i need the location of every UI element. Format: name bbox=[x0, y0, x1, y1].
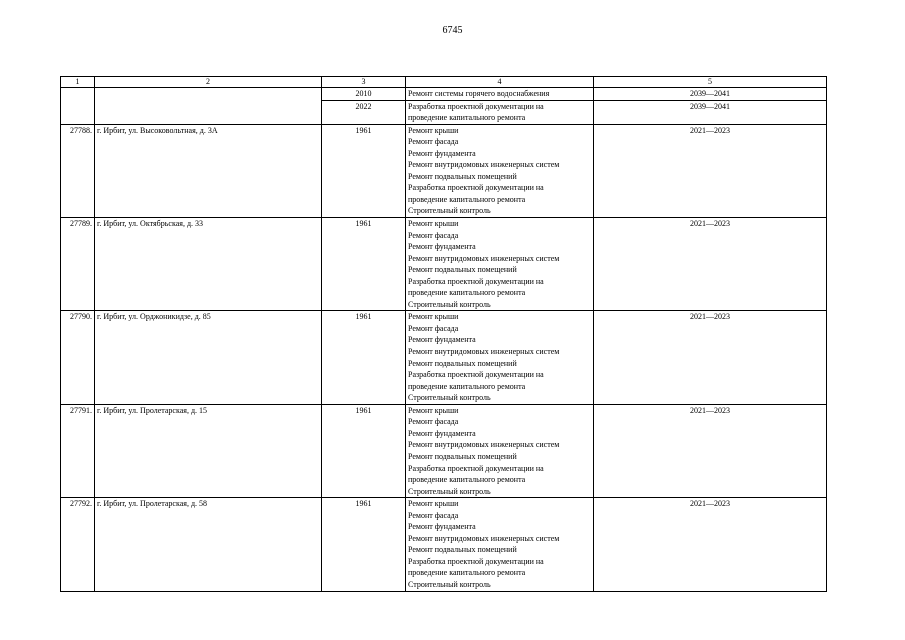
work-type-line: Разработка проектной документации на bbox=[408, 101, 544, 111]
work-type-line: Ремонт крыши bbox=[408, 499, 459, 509]
work-type-line: проведение капитального ремонта bbox=[408, 381, 526, 391]
work-type-line: Строительный контроль bbox=[408, 486, 491, 496]
address-cell: г. Ирбит, ул. Высоковольтная, д. 3А bbox=[95, 124, 322, 217]
work-type-line: Ремонт подвальных помещений bbox=[408, 545, 517, 555]
period-cell: 2021—2023 bbox=[594, 124, 827, 217]
building-row bbox=[61, 124, 827, 217]
year-cell: 1961 bbox=[322, 124, 406, 217]
year-cell: 1961 bbox=[322, 498, 406, 591]
year-cell: 1961 bbox=[322, 404, 406, 497]
entry-number-cell: 27789. bbox=[61, 218, 95, 311]
work-type-line: Ремонт крыши bbox=[408, 405, 459, 415]
entry-number-cell: 27791. bbox=[61, 404, 95, 497]
entry-number-cell bbox=[61, 88, 95, 125]
work-type-line: Ремонт фасада bbox=[408, 137, 459, 147]
year-cell: 1961 bbox=[322, 311, 406, 404]
page-number: 6745 bbox=[442, 25, 463, 36]
period-cell: 2021—2023 bbox=[594, 404, 827, 497]
work-type-line: Ремонт крыши bbox=[408, 219, 459, 229]
work-type-line: проведение капитального ремонта bbox=[408, 113, 526, 123]
work-type-line: Разработка проектной документации на bbox=[408, 556, 544, 566]
work-type-line: Разработка проектной документации на bbox=[408, 370, 544, 380]
period-cell: 2039—2041 bbox=[594, 88, 827, 101]
column-number-cell: 2 bbox=[95, 77, 322, 88]
work-types-cell bbox=[406, 218, 594, 311]
building-row bbox=[61, 311, 827, 404]
period-cell: 2021—2023 bbox=[594, 498, 827, 591]
repair-schedule-table bbox=[60, 76, 827, 592]
year-cell: 1961 bbox=[322, 218, 406, 311]
work-type-line: Ремонт подвальных помещений bbox=[408, 171, 517, 181]
work-type-line: Ремонт фундамента bbox=[408, 148, 476, 158]
work-types-cell bbox=[406, 404, 594, 497]
work-type-line: Ремонт подвальных помещений bbox=[408, 358, 517, 368]
work-type-line: Ремонт крыши bbox=[408, 125, 459, 135]
work-type-line: Ремонт внутридомовых инженерных систем bbox=[408, 253, 560, 263]
work-type-line: Ремонт внутридомовых инженерных систем bbox=[408, 440, 560, 450]
work-type-line: Ремонт подвальных помещений bbox=[408, 265, 517, 275]
address-cell: г. Ирбит, ул. Пролетарская, д. 58 bbox=[95, 498, 322, 591]
column-number-cell: 5 bbox=[594, 77, 827, 88]
entry-number-cell: 27790. bbox=[61, 311, 95, 404]
work-type-line: Ремонт фасада bbox=[408, 510, 459, 520]
work-type-line: Ремонт системы горячего водоснабжения bbox=[408, 89, 550, 98]
work-types-cell bbox=[406, 88, 594, 101]
work-type-line: Строительный контроль bbox=[408, 393, 491, 403]
work-type-line: Ремонт фундамента bbox=[408, 428, 476, 438]
work-types-cell bbox=[406, 124, 594, 217]
work-type-line: Ремонт фасада bbox=[408, 417, 459, 427]
work-type-line: проведение капитального ремонта bbox=[408, 568, 526, 578]
work-types-cell bbox=[406, 100, 594, 124]
period-cell: 2021—2023 bbox=[594, 311, 827, 404]
work-type-line: Разработка проектной документации на bbox=[408, 276, 544, 286]
work-type-line: Ремонт фундамента bbox=[408, 242, 476, 252]
column-number-cell: 3 bbox=[322, 77, 406, 88]
work-types-cell bbox=[406, 498, 594, 591]
work-type-line: проведение капитального ремонта bbox=[408, 475, 526, 485]
column-number-cell: 1 bbox=[61, 77, 95, 88]
entry-number-cell: 27792. bbox=[61, 498, 95, 591]
building-row bbox=[61, 498, 827, 591]
year-cell: 2010 bbox=[322, 88, 406, 101]
work-type-line: Ремонт внутридомовых инженерных систем bbox=[408, 160, 560, 170]
work-type-line: Разработка проектной документации на bbox=[408, 183, 544, 193]
address-cell bbox=[95, 88, 322, 125]
building-row bbox=[61, 218, 827, 311]
address-cell: г. Ирбит, ул. Октябрьская, д. 33 bbox=[95, 218, 322, 311]
work-type-line: Ремонт внутридомовых инженерных систем bbox=[408, 347, 560, 357]
work-types-cell bbox=[406, 311, 594, 404]
work-type-line: Разработка проектной документации на bbox=[408, 463, 544, 473]
work-type-line: Ремонт фасада bbox=[408, 323, 459, 333]
work-type-line: Ремонт крыши bbox=[408, 312, 459, 322]
address-cell: г. Ирбит, ул. Пролетарская, д. 15 bbox=[95, 404, 322, 497]
column-number-cell: 4 bbox=[406, 77, 594, 88]
work-type-line: Строительный контроль bbox=[408, 579, 491, 589]
work-type-line: Ремонт фасада bbox=[408, 230, 459, 240]
column-number-row bbox=[61, 77, 827, 88]
work-type-line: проведение капитального ремонта bbox=[408, 288, 526, 298]
period-cell: 2039—2041 bbox=[594, 100, 827, 124]
entry-number-cell: 27788. bbox=[61, 124, 95, 217]
continuation-row bbox=[61, 88, 827, 101]
work-type-line: Ремонт подвальных помещений bbox=[408, 451, 517, 461]
address-cell: г. Ирбит, ул. Орджоникидзе, д. 85 bbox=[95, 311, 322, 404]
work-type-line: Ремонт фундамента bbox=[408, 522, 476, 532]
work-type-line: Ремонт внутридомовых инженерных систем bbox=[408, 533, 560, 543]
building-row bbox=[61, 404, 827, 497]
year-cell: 2022 bbox=[322, 100, 406, 124]
period-cell: 2021—2023 bbox=[594, 218, 827, 311]
work-type-line: проведение капитального ремонта bbox=[408, 194, 526, 204]
work-type-line: Ремонт фундамента bbox=[408, 335, 476, 345]
work-type-line: Строительный контроль bbox=[408, 206, 491, 216]
table-body bbox=[61, 77, 827, 592]
work-type-line: Строительный контроль bbox=[408, 299, 491, 309]
